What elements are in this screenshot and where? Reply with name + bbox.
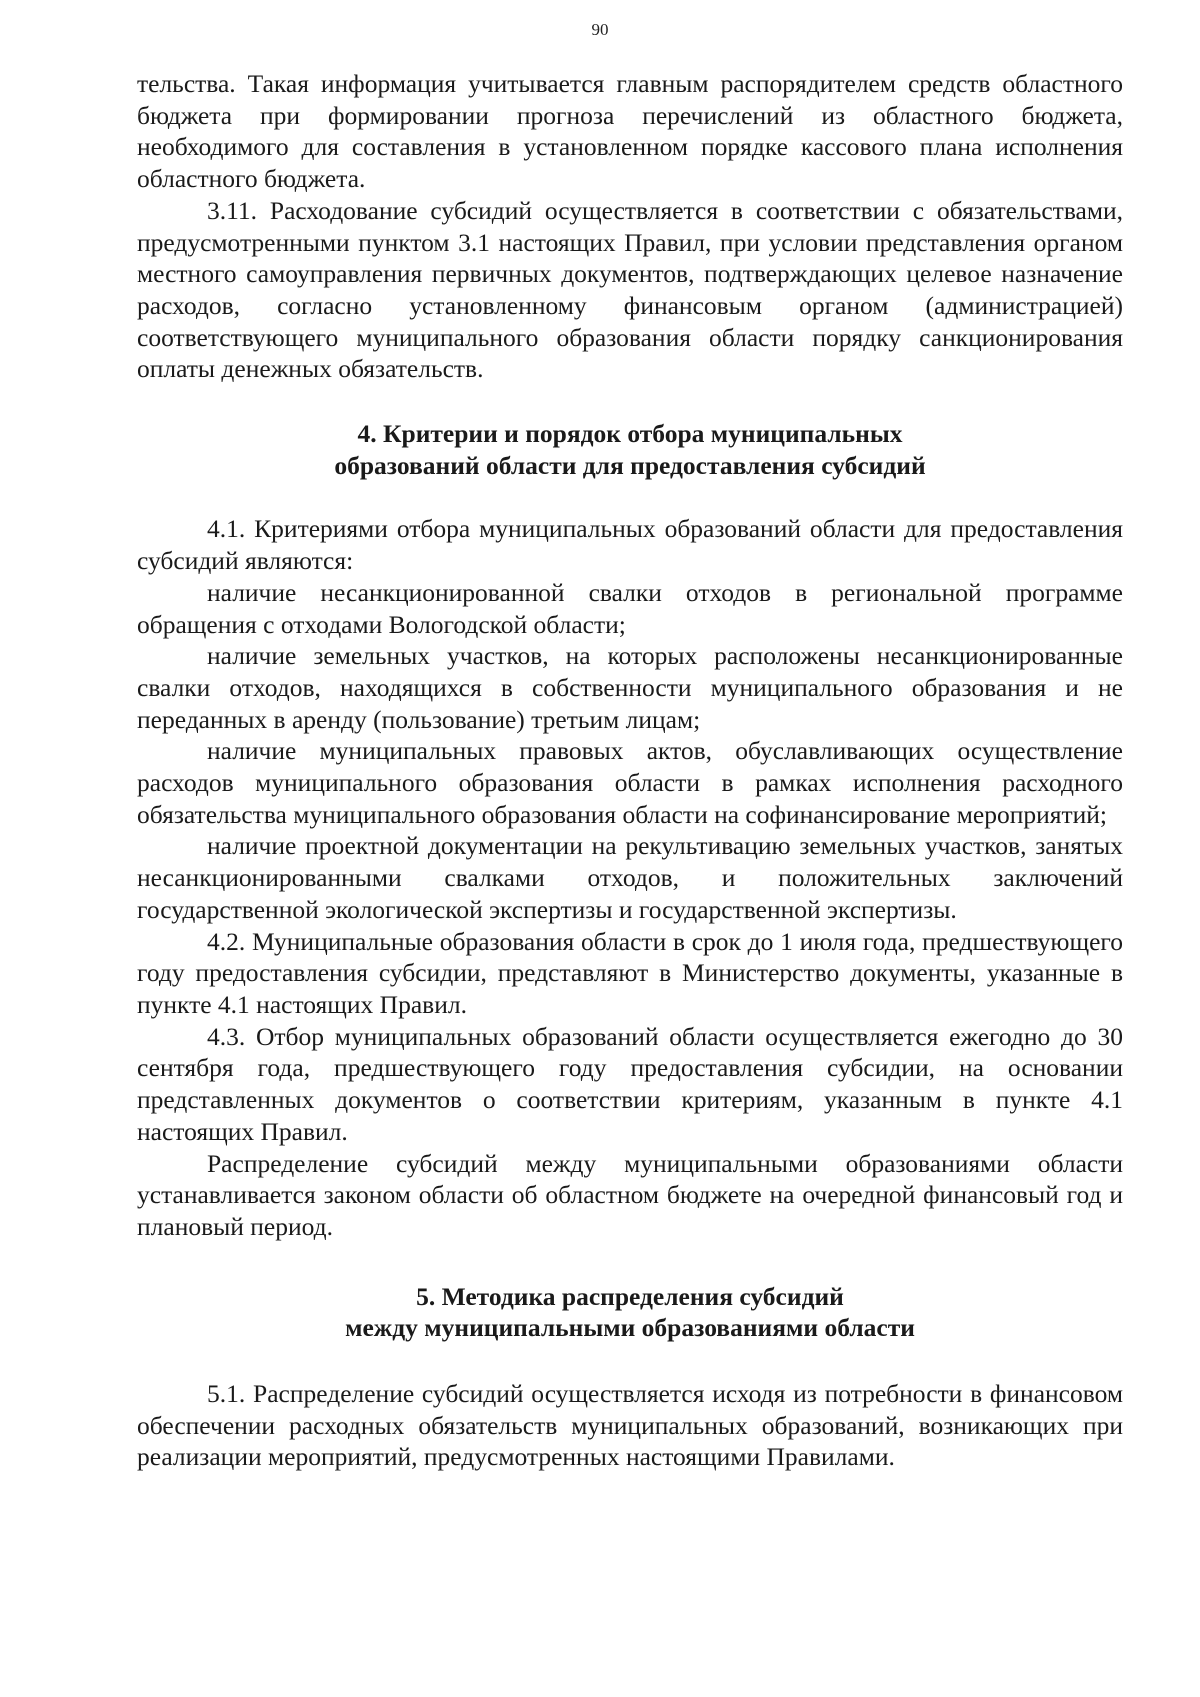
paragraph-distribution: Распределение субсидий между муниципальными образованиями области устанавливается законом области об областном бюджете на очередной финансовый год и плановый период. (137, 1148, 1123, 1241)
page-number: 90 (591, 20, 609, 39)
paragraph-4-2: 4.2. Муниципальные образования области в срок до 1 июля года, предшествующего году предоставления субсидии, представляют в Министерство документы, указанные в пункте 4.1 настоящих Правил. (137, 926, 1123, 1019)
criterion-2: наличие земельных участков, на которых расположены несанкционированные свалки отходов, находящихся в собственности муниципального образования и не переданных в аренду (пользование) третьим лицам; (137, 641, 1123, 734)
paragraph-continuation: тельства. Такая информация учитывается главным распорядителем средств областного бюджета при формировании прогноза перечислений из областного бюджета, необходимого для составления в установленном порядке кассового плана исполнения областного бюджета. (137, 69, 1123, 194)
document-body (137, 68, 1123, 1473)
paragraph-4-3: 4.3. Отбор муниципальных образований области осуществляется ежегодно до 30 сентября года, предшествующего году предоставления субсидии, на основании представленных документов о соответствии критериям, указанным в пункте 4.1 настоящих Правил. (137, 1021, 1123, 1146)
criterion-4: наличие проектной документации на рекультивацию земельных участков, занятых несанкционированными свалками отходов, и положительных заключений государственной экологической экспертизы и государственной экспертизы. (137, 831, 1123, 924)
section-5-heading-line-2: между муниципальными образованиями области (345, 1313, 915, 1343)
criterion-3: наличие муниципальных правовых актов, обуславливающих осуществление расходов муниципального образования области в рамках исполнения расходного обязательства муниципального образования области на софинансирование мероприятий; (137, 736, 1123, 829)
section-5-heading (137, 1281, 1123, 1344)
criterion-1: наличие несанкционированной свалки отходов в региональной программе обращения с отходами Вологодской области; (137, 577, 1123, 639)
paragraph-5-1: 5.1. Распределение субсидий осуществляется исходя из потребности в финансовом обеспечении расходных обязательств муниципальных образований, возникающих при реализации мероприятий, предусмотренных настоящими Правилами. (137, 1379, 1123, 1472)
section-4-heading (137, 418, 1123, 481)
section-4-heading-line-2: образований области для предоставления субсидий (334, 450, 926, 480)
section-5-heading-line-1: 5. Методика распределения субсидий (416, 1281, 844, 1311)
section-4-heading-line-1: 4. Критерии и порядок отбора муниципальных (357, 419, 903, 449)
paragraph-3-11: 3.11. Расходование субсидий осуществляется в соответствии с обязательствами, предусмотренными пунктом 3.1 настоящих Правил, при условии представления органом местного самоуправления первичных документов, подтверждающих целевое назначение расходов, согласно установленному финансовым органом (администрацией) соответствующего муниципального образования области порядку санкционирования оплаты денежных обязательств. (137, 195, 1123, 384)
paragraph-4-1: 4.1. Критериями отбора муниципальных образований области для предоставления субсидий являются: (137, 514, 1123, 576)
